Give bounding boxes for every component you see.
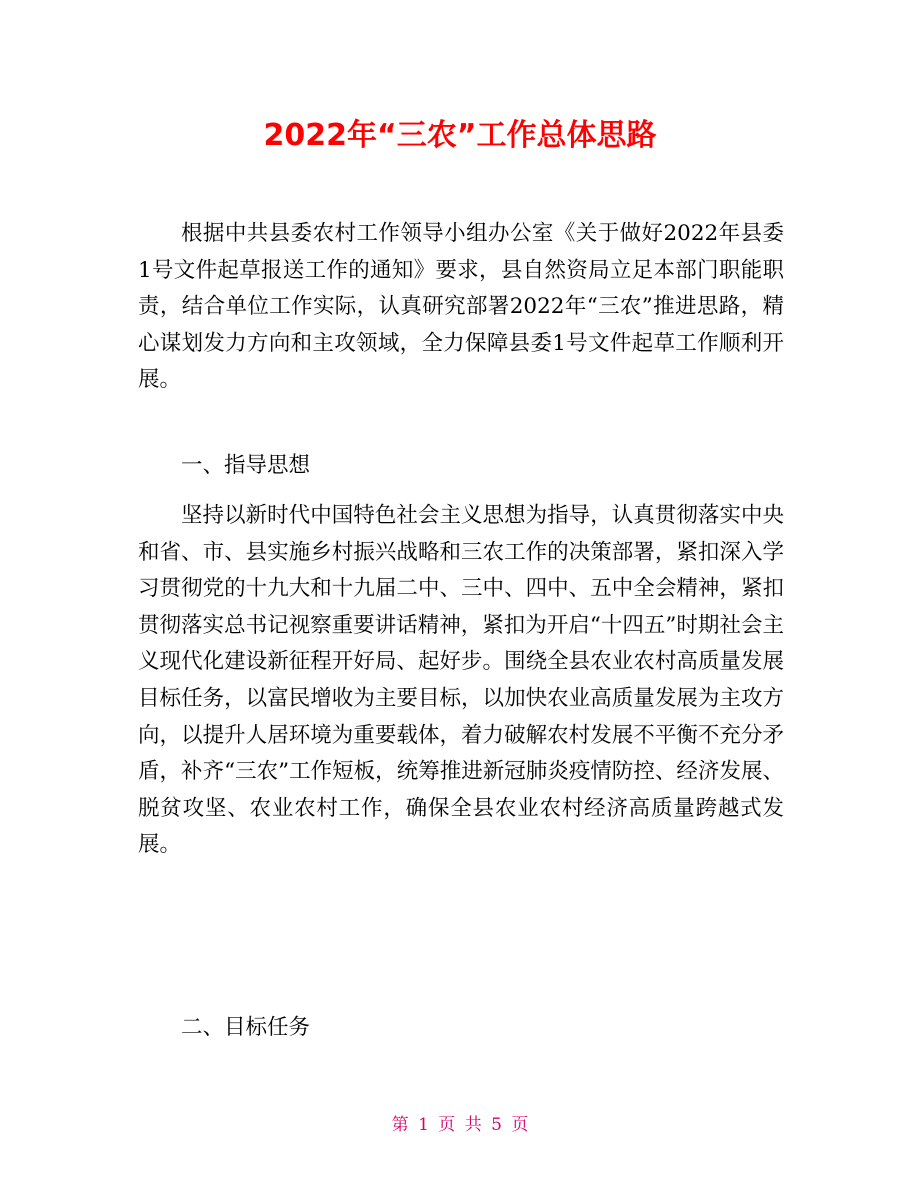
intro-paragraph: 根据中共县委农村工作领导小组办公室《关于做好2022年县委1号文件起草报送工作的通知》要求，县自然资局立足本部门职能职责，结合单位工作实际，认真研究部署2022年“三农”推进思路，精心谋划发力方向和主攻领域，全力保障县委1号文件起草工作顺利开展。 [138,221,784,393]
document-title: 2022年“三农”工作总体思路 [263,118,657,153]
guiding-ideology-paragraph: 坚持以新时代中国特色社会主义思想为指导，认真贯彻落实中央和省、市、县实施乡村振兴战略和三农工作的决策部署，紧扣深入学习贯彻党的十九大和十九届二中、三中、四中、五中全会精神，紧扣贯彻落实总书记视察重要讲话精神，紧扣为开启“十四五”时期社会主义现代化建设新征程开好局、起好步。围绕全县农业农村高质量发展目标任务，以富民增收为主要目标，以加快农业高质量发展为主攻方向，以提升人居环境为重要载体，着力破解农村发展不平衡不充分矛盾，补齐“三农”工作短板，统筹推进新冠肺炎疫情防控、经济发展、脱贫攻坚、农业农村工作，确保全县农业农村经济高质量跨越式发展。 [138,503,784,858]
page-number-footer: 第 1 页 共 5 页 [391,1115,529,1135]
section-heading-goals-tasks: 二、目标任务 [181,1015,311,1040]
section-heading-guiding-ideology: 一、指导思想 [181,453,311,478]
